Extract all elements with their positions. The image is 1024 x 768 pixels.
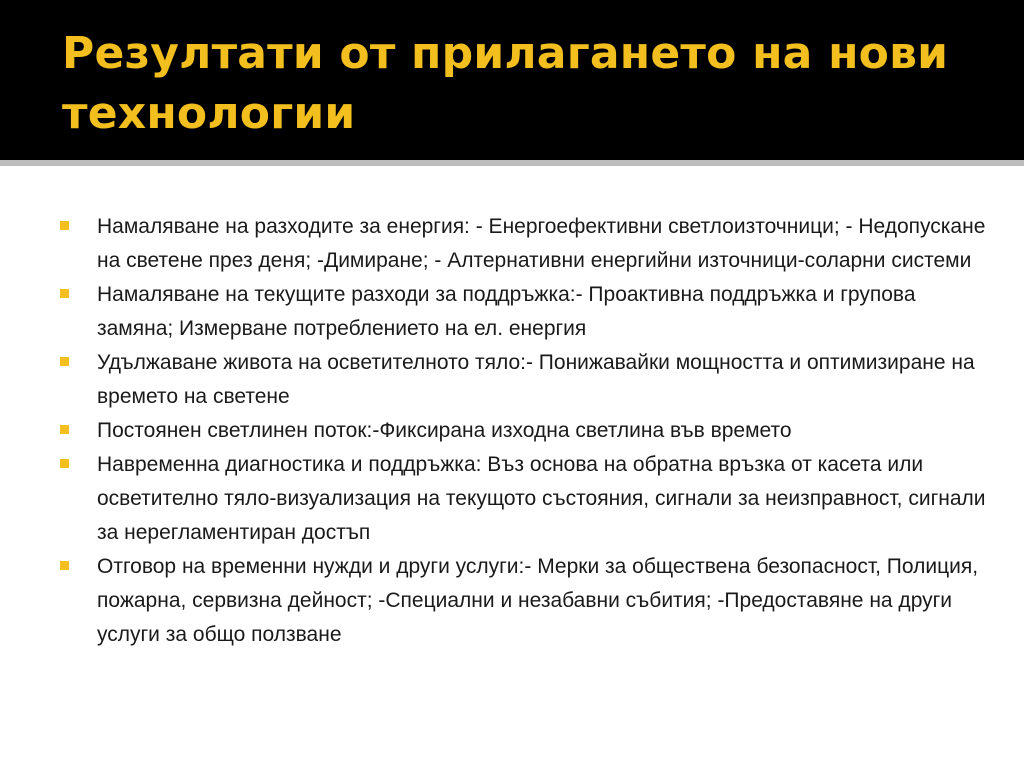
slide-body (0, 166, 1024, 768)
bullet-text: Постоянен светлинен поток:-Фиксирана изходна светлина във времето (97, 419, 792, 442)
bullet-square-icon (60, 221, 69, 230)
slide-title: Резултати от прилагането на нови технологии (62, 28, 949, 139)
bullet-text: Намаляване на текущите разходи за поддръжка:- Проактивна поддръжка и групова замяна; Измерване потреблението на ел. енергия (97, 283, 916, 340)
bullet-item-temporary-needs (60, 550, 990, 652)
bullet-square-icon (60, 459, 69, 468)
bullet-item-constant-flux (60, 414, 990, 448)
bullet-item-diagnostics (60, 448, 990, 550)
bullet-square-icon (60, 425, 69, 434)
bullet-text: Намаляване на разходите за енергия: - Енергоефективни светлоизточници; - Недопускане на светене през деня; -Димиране; - Алтернативни енергийни източници-соларни системи (97, 215, 986, 272)
bullet-square-icon (60, 357, 69, 366)
bullet-square-icon (60, 289, 69, 298)
bullet-text: Удължаване живота на осветителното тяло:- Понижавайки мощността и оптимизиране на времето на светене (97, 351, 975, 408)
bullet-text: Отговор на временни нужди и други услуги:- Мерки за обществена безопасност, Полиция, пожарна, сервизна дейност; -Специални и незабавни събития; -Предоставяне на други услуги за общо ползване (97, 555, 979, 646)
bullet-item-maintenance-costs (60, 278, 990, 346)
bullet-item-luminaire-life (60, 346, 990, 414)
bullet-text: Навременна диагностика и поддръжка: Въз основа на обратна връзка от касета или осветително тяло-визуализация на текущото състояния, сигнали за неизправност, сигнали за нерегламентиран достъп (97, 453, 986, 544)
bullet-list (60, 210, 990, 652)
bullet-item-energy-costs (60, 210, 990, 278)
title-band (0, 0, 1024, 160)
bullet-square-icon (60, 561, 69, 570)
